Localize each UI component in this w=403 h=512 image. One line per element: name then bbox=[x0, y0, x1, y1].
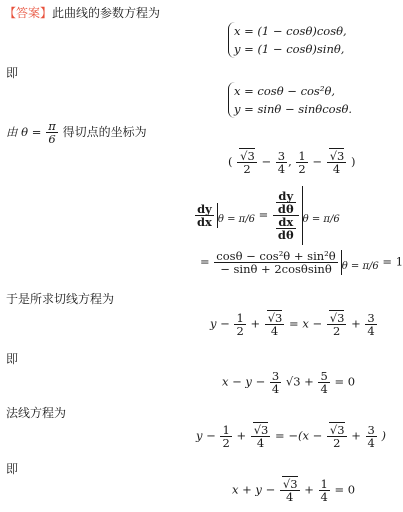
derivative-value: = $\frac{\text{cosθ − cos²θ + sin²θ}}{- \sin\theta + 2\cos\theta\sin\theta}$ $_{\theta = \pi/6}$ = 1 bbox=[200, 249, 403, 276]
theta-suffix: 得切点的坐标为 bbox=[62, 125, 147, 139]
ji-3: 即 bbox=[6, 462, 19, 476]
tangent-intro: 于是所求切线方程为 bbox=[6, 292, 115, 306]
exp-y: y = sinθ − sinθcosθ. bbox=[234, 102, 353, 116]
intro-line bbox=[4, 4, 160, 21]
theta-line bbox=[6, 120, 147, 145]
derivative-line: $\frac{dy}{dx}$ $_{\theta = \pi/6}$ = $\frac{\frac{dy}{d\theta}}{\frac{dx}{d\theta}}$ $_{\theta = \pi/6}$ bbox=[194, 186, 340, 245]
expanded-system bbox=[228, 82, 352, 118]
normal-equation: y − $\frac{1}{2}$ + $\frac{√3}{4}$ = −(x − $\frac{√3}{2}$ + $\frac{3}{4}$ ) bbox=[196, 423, 386, 450]
tangent-equation: y − $\frac{1}{2}$ + $\frac{√3}{4}$ = x − $\frac{√3}{2}$ + $\frac{3}{4}$ bbox=[210, 311, 375, 338]
normal-simplified: x + y − $\frac{√3}{4}$ + $\frac{1}{4}$ = 0 bbox=[232, 477, 356, 504]
pi-over-6: $\frac{\pi}{6}$ bbox=[48, 119, 56, 146]
param-x: x = (1 − cosθ)cosθ, bbox=[234, 24, 347, 38]
answer-tag: 【答案】 bbox=[4, 6, 53, 20]
param-y: y = (1 − cosθ)sinθ, bbox=[234, 42, 345, 56]
tangent-simplified: x − y − $\frac{3}{4}$ √3 + $\frac{5}{4}$ = 0 bbox=[222, 369, 356, 396]
tangent-point: ( $\frac{√3}{2}$ − $\frac{3}{4}$ , $\frac{1}{2}$ − $\frac{√3}{4}$ ) bbox=[228, 149, 356, 176]
param-system bbox=[228, 22, 347, 58]
ji-1: 即 bbox=[6, 66, 19, 80]
intro-text: 此曲线的参数方程为 bbox=[52, 6, 161, 20]
normal-intro: 法线方程为 bbox=[6, 406, 67, 420]
ji-2: 即 bbox=[6, 352, 19, 366]
theta-prefix: 由 θ = bbox=[6, 125, 42, 139]
exp-x: x = cosθ − cos²θ, bbox=[234, 84, 336, 98]
